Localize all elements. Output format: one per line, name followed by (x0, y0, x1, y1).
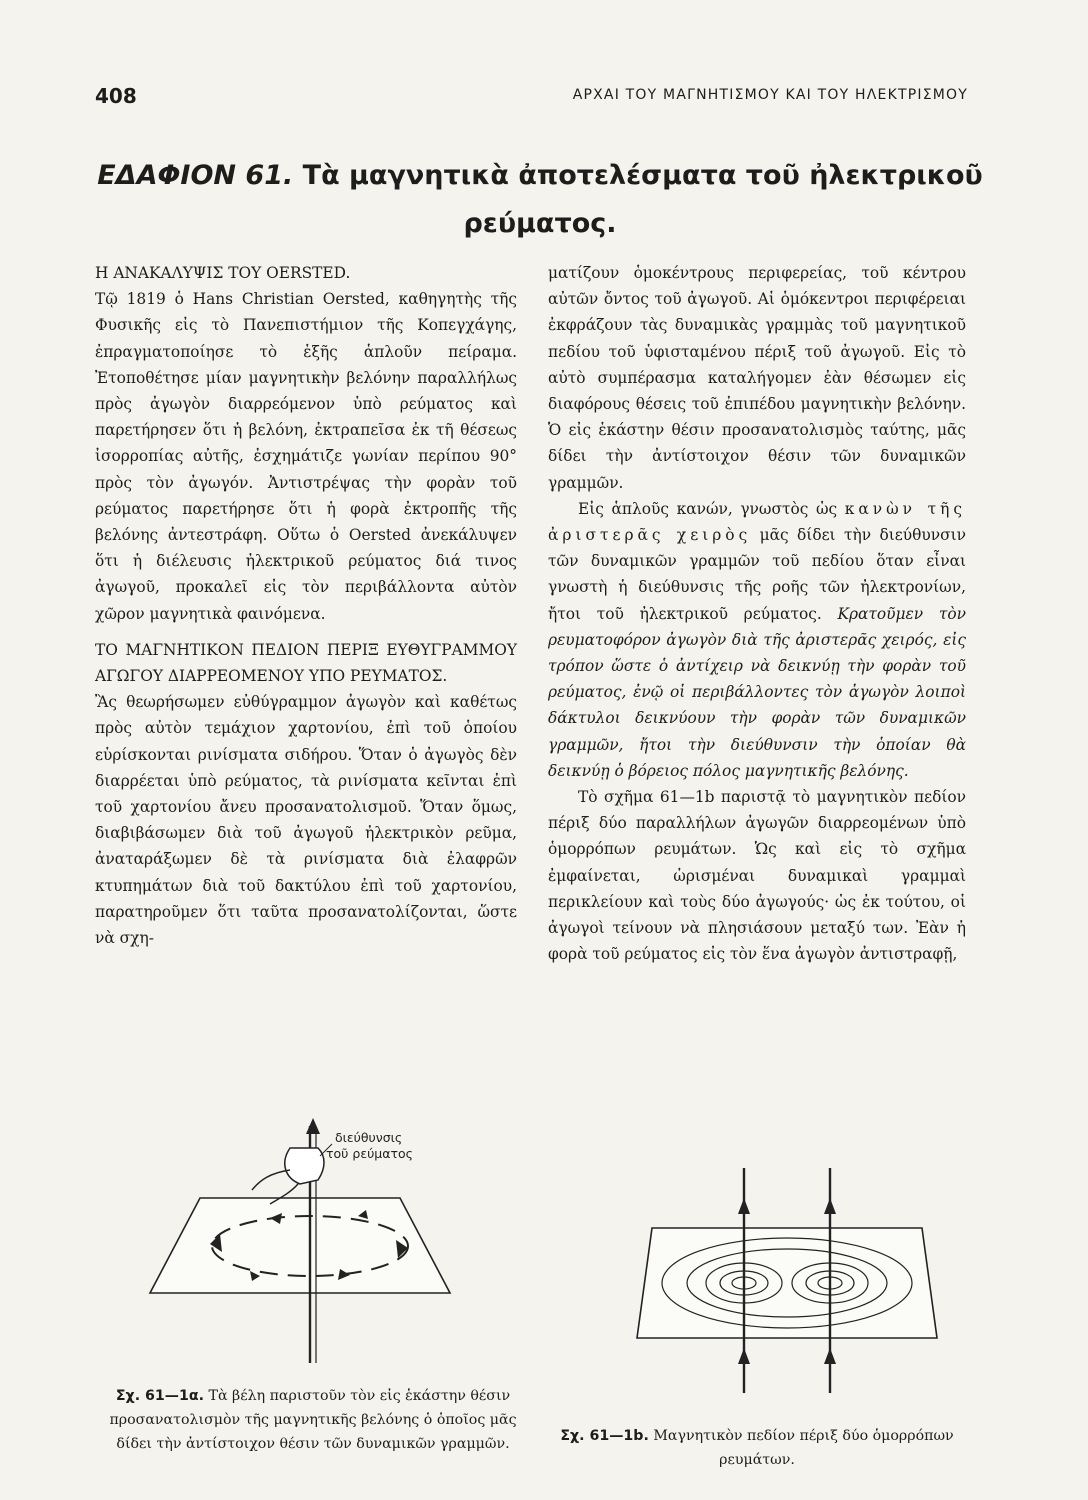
heading-oersted-discovery: Η ΑΝΑΚΑΛΥΨΙΣ ΤΟΥ OERSTED. (95, 264, 351, 282)
section-title (95, 152, 985, 248)
caption-label: Σχ. 61—1α. (115, 1388, 204, 1404)
figure-61-1b-drawing (632, 1158, 942, 1398)
cardboard-sheet (637, 1228, 937, 1338)
paragraph-iron-filings: Ἂς θεωρήσωμεν εὐθύγραμμον ἀγωγὸν καὶ καθέτως πρὸς αὐτὸν τεμάχιον χαρτονίου, ἐπὶ τοῦ ὁποίου εὑρίσκονται ρινίσματα σιδήρου. Ὅταν ὁ ἀγωγὸς δὲν διαρρέεται ὑπὸ ρεύματος, τὰ ρινίσματα κεῖνται ἐπὶ τοῦ χαρτονίου ἄνευ προσανατολισμοῦ. Ὅταν ὅμως, διαβιβάσωμεν διὰ τοῦ ἀγωγοῦ ἠλεκτρικὸν ρεῦμα, ἀναταράξωμεν δὲ τὰ ρινίσματα διὰ ἐλαφρῶν κτυπημάτων διὰ τοῦ δακτύλου ἐπὶ τοῦ χαρτονίου, παρατηροῦμεν ὅτι ταῦτα προσανατολίζονται, ὥστε νὰ σχη- (95, 693, 517, 948)
current-arrow (824, 1198, 836, 1214)
paragraph-left-hand-rule (548, 496, 966, 784)
current-arrow (824, 1348, 836, 1364)
paragraph-two-conductors: Τὸ σχῆμα 61—1b παριστᾷ τὸ μαγνητικὸν πεδίον πέριξ δύο παραλλήλων ἀγωγῶν διαρρεομένων ὑπὸ ὁμορρόπων ρευμάτων. Ὡς καὶ εἰς τὸ σχῆμα ἐμφαίνεται, ὡρισμέναι δυναμικαὶ γραμμαὶ περικλείουν καὶ τοὺς δύο ἀγωγούς· ὡς ἐκ τούτου, οἱ ἀγωγοὶ τείνουν νὰ πλησιάσουν μεταξύ των. Ἐὰν ἡ φορὰ τοῦ ρεύματος εἰς τὸν ἕνα ἀγωγὸν ἀντιστραφῇ, (548, 788, 966, 964)
heading-magnetic-field: ΤΟ ΜΑΓΝΗΤΙΚΟΝ ΠΕΔΙΟΝ ΠΕΡΙΞ ΕΥΘΥΓΡΑΜΜΟΥ ΑΓΩΓΟΥ ΔΙΑΡΡΕΟΜΕΝΟΥ ΥΠΟ ΡΕΥΜΑΤΟΣ. (95, 640, 517, 686)
figure-61-1b (632, 1158, 942, 1398)
caption-text: Τὰ βέλη παριστοῦν τὸν εἰς ἑκάστην θέσιν προσανατολισμὸν τῆς μαγνητικῆς βελόνης ὁ ὁποῖος μᾶς δίδει τὴν ἀντίστοιχον θέσιν τῶν δυναμικῶν γραμμῶν. (109, 1388, 517, 1452)
annotation-line1: διεύθυνσις (335, 1130, 403, 1145)
current-arrow (738, 1348, 750, 1364)
caption-label: Σχ. 61—1b. (560, 1428, 649, 1444)
section-label: ΕΔΑΦΙΟΝ 61. (97, 160, 294, 191)
section-title-line2: ρεύματος. (463, 208, 617, 239)
caption-text: Μαγνητικὸν πεδίον πέριξ δύο ὁμορρόπων ρευμάτων. (653, 1428, 954, 1468)
rule-italic-text: Κρατοῦμεν τὸν ρευματοφόρον ἀγωγὸν διὰ τῆς ἀριστερᾶς χειρός, εἰς τρόπον ὥστε ὁ ἀντίχειρ νὰ δεικνύῃ τὴν φορὰν τοῦ ρεύματος, ἐνῷ οἱ περιβάλλοντες τὸν ἀγωγὸν λοιποὶ δάκτυλοι δεικνύουν τὴν φορὰν τῶν δυναμικῶν γραμμῶν, ἤτοι τὴν διεύθυνσιν τὴν ὁποίαν θὰ δεικνύῃ ὁ βόρειος πόλος μαγνητικῆς βελόνης. (548, 604, 966, 780)
current-arrow (738, 1198, 750, 1214)
paragraph-oersted: Τῷ 1819 ὁ Hans Christian Oersted, καθηγητὴς τῆς Φυσικῆς εἰς τὸ Πανεπιστήμιον τῆς Κοπεγχάγης, ἐπραγματοποίησε τὸ ἑξῆς ἁπλοῦν πείραμα. Ἐτοποθέτησε μίαν μαγνητικὴν βελόνην παραλλήλως πρὸς ἀγωγὸν διαρρεόμενον ὑπὸ ρεύματος καὶ παρετήρησεν ὅτι ἡ βελόνη, ἐκτραπεῖσα ἐκ τῆ θέσεως ἰσορροπίας αὐτῆς, ἐσχημάτιζε γωνίαν περίπου 90° πρὸς τὸν ἀγωγόν. Ἀντιστρέψας τὴν φορὰν τοῦ ρεύματος παρετήρησε ὅτι ἡ φορὰ ἐκτροπῆς τῆς βελόνης ἀντεστράφη. Οὕτω ὁ Oersted ἀνεκάλυψεν ὅτι ἡ διέλευσις ἠλεκτρικοῦ ρεύματος διά τινος ἀγωγοῦ, προκαλεῖ εἰς τὸν περιβάλλοντα αὐτὸν χῶρον μαγνητικὰ φαινόμενα. (95, 290, 517, 623)
running-title: ΑΡΧΑΙ ΤΟΥ ΜΑΓΝΗΤΙΣΜΟΥ ΚΑΙ ΤΟΥ ΗΛΕΚΤΡΙΣΜΟΥ (572, 87, 968, 103)
page-number: 408 (95, 84, 137, 108)
cardboard-sheet (150, 1198, 450, 1293)
left-column (95, 260, 517, 951)
figure-61-1a (140, 1118, 470, 1373)
section-title-line1: Τὰ μαγνητικὰ ἀποτελέσματα τοῦ ἠλεκτρικοῦ (302, 160, 983, 191)
figure-61-1a-drawing (140, 1118, 470, 1373)
figure-61-1a-caption (95, 1384, 531, 1456)
left-hand-drawing (252, 1170, 290, 1190)
figure-61-1b-caption (548, 1424, 966, 1472)
paragraph-concentric-circles: ματίζουν ὁμοκέντρους περιφερείας, τοῦ κέντρου αὐτῶν ὄντος τοῦ ἀγωγοῦ. Αἱ ὁμόκεντροι περιφέρειαι ἐκφράζουν τὰς δυναμικὰς γραμμὰς τοῦ μαγνητικοῦ πεδίου τοῦ ὑφισταμένου πέριξ τοῦ ἀγωγοῦ. Εἰς τὸ αὐτὸ συμπέρασμα καταλήγομεν ἐὰν θέσωμεν εἰς διαφόρους θέσεις τοῦ ἐπιπέδου μαγνητικὴν βελόνην. Ὁ εἰς ἑκάστην θέσιν προσανατολισμὸς ταύτης, μᾶς δίδει τὴν ἀντίστοιχον θέσιν τῶν δυναμικῶν γραμμῶν. (548, 264, 966, 492)
right-column (548, 260, 966, 967)
current-arrow (306, 1118, 320, 1134)
rule-text: μᾶς δίδει τὴν διεύθυνσιν τῶν δυναμικῶν γραμμῶν τοῦ πεδίου ὅταν εἶναι γνωστὴ ἡ διεύθυνσις τῆς ροῆς τῶν ἠλεκτρονίων, ἤτοι τοῦ ἠλεκτρικοῦ ρεύματος. (548, 526, 966, 623)
annotation-line2: τοῦ ρεύματος (326, 1146, 414, 1161)
rule-name: κανὼν τῆς ἀριστερᾶς χειρὸς (548, 499, 966, 545)
rule-intro: Εἰς ἁπλοῦς κανών, γνωστὸς ὡς (578, 499, 838, 518)
left-hand-drawing (285, 1148, 324, 1184)
